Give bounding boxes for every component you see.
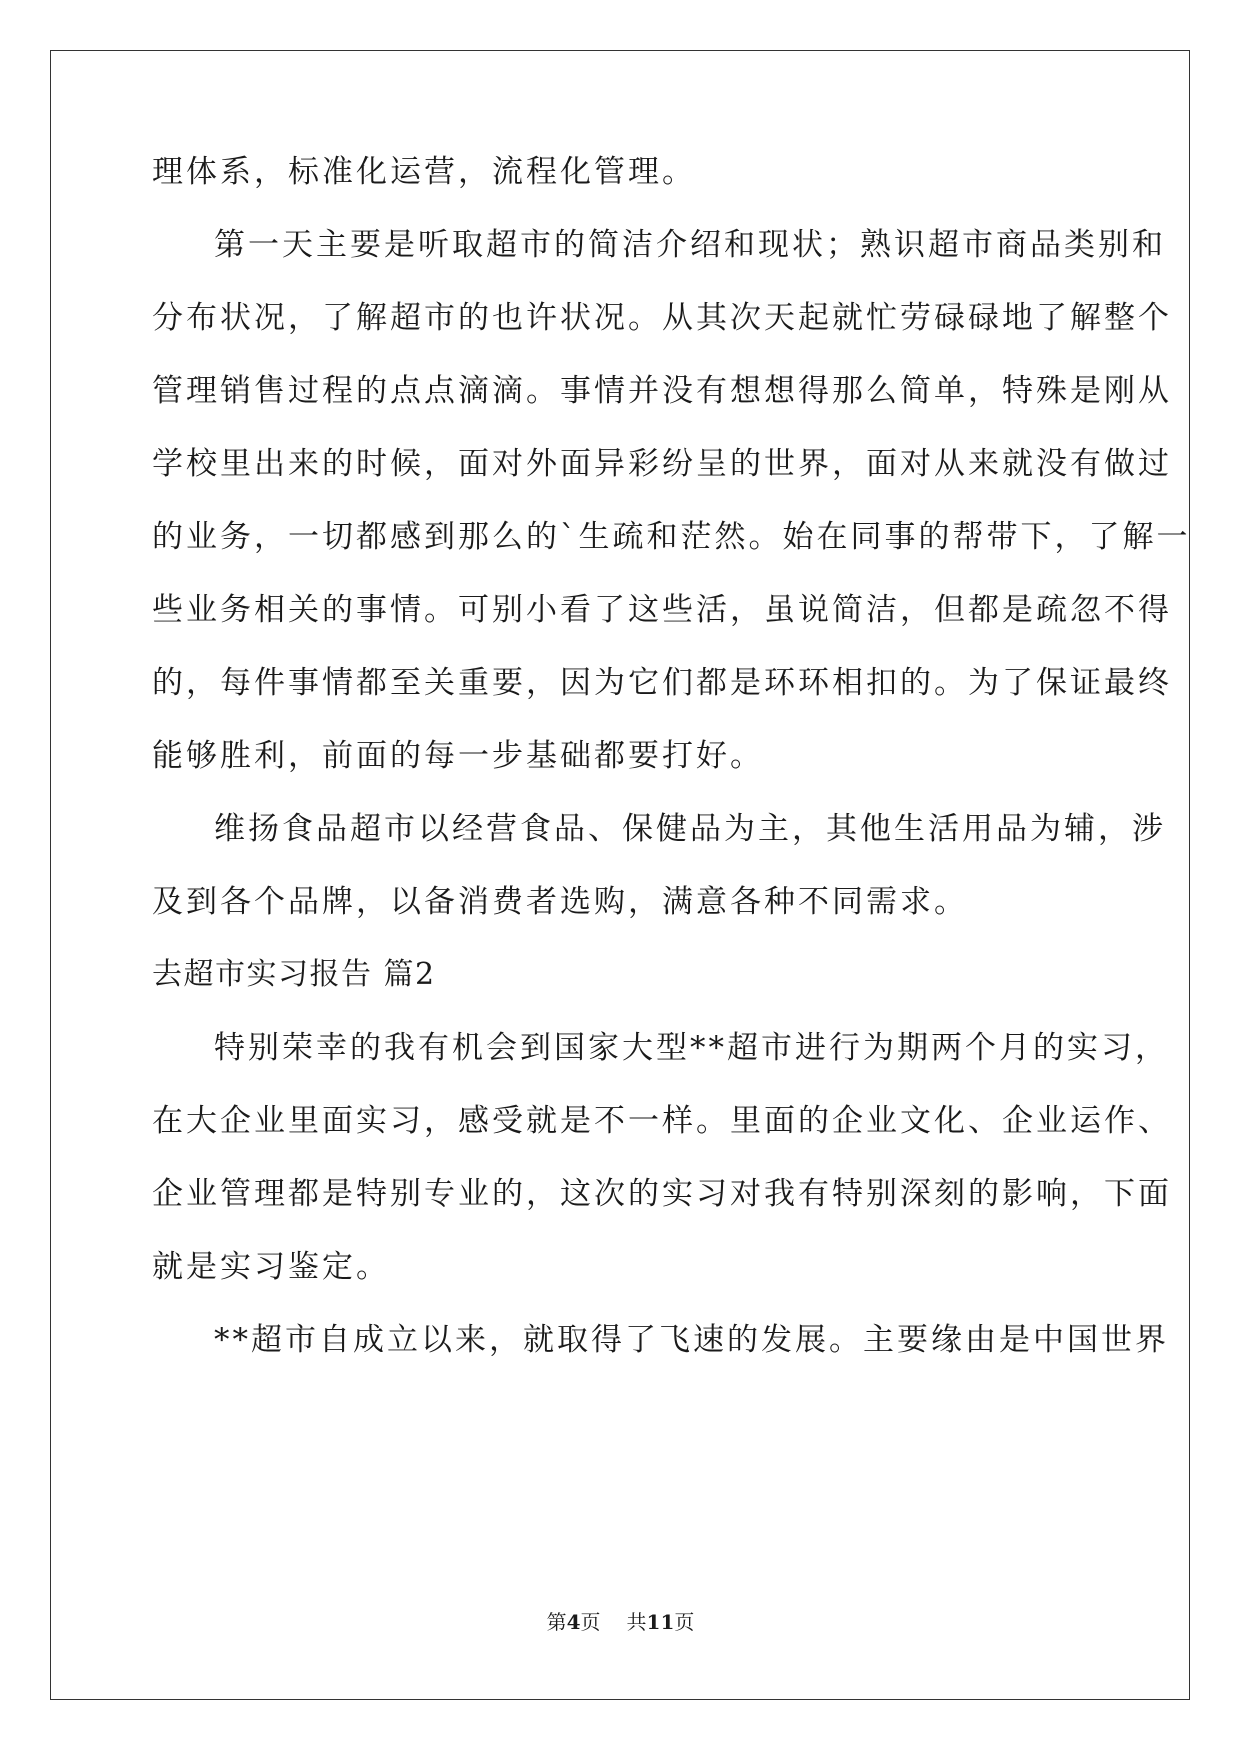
paragraph-line: 第一天主要是听取超市的简洁介绍和现状；熟识超市商品类别和 (214, 227, 1166, 263)
text-line: 在大企业里面实习，感受就是不一样。里面的企业文化、企业运作、 (152, 1103, 1172, 1139)
footer-page-suffix: 页 (580, 1610, 601, 1634)
text-line: 管理销售过程的点点滴滴。事情并没有想想得那么简单，特殊是刚从 (152, 373, 1172, 409)
total-pages: 11 (646, 1610, 675, 1634)
text-line: 的业务，一切都感到那么的`生疏和茫然。始在同事的帮带下，了解一 (152, 519, 1191, 555)
text-line: 企业管理都是特别专业的，这次的实习对我有特别深刻的影响，下面 (152, 1176, 1172, 1212)
paragraph-line: 特别荣幸的我有机会到国家大型**超市进行为期两个月的实习， (214, 1030, 1169, 1066)
text-line: 就是实习鉴定。 (152, 1249, 390, 1285)
text-line: 理体系，标准化运营，流程化管理。 (152, 154, 696, 190)
footer-total-suffix: 页 (674, 1610, 695, 1634)
text-line: 能够胜利，前面的每一步基础都要打好。 (152, 738, 764, 774)
paragraph-line: **超市自成立以来，就取得了飞速的发展。主要缘由是中国世界 (214, 1322, 1169, 1358)
text-line: 的，每件事情都至关重要，因为它们都是环环相扣的。为了保证最终 (152, 665, 1172, 701)
section-heading: 去超市实习报告 篇2 (152, 957, 436, 992)
page-footer (0, 1610, 1241, 1634)
text-line: 些业务相关的事情。可别小看了这些活，虽说简洁，但都是疏忽不得 (152, 592, 1172, 628)
footer-prefix: 第 (546, 1610, 567, 1634)
page-number: 4 (566, 1610, 581, 1634)
text-line: 及到各个品牌，以备消费者选购，满意各种不同需求。 (152, 884, 968, 920)
text-line: 学校里出来的时候，面对外面异彩纷呈的世界，面对从来就没有做过 (152, 446, 1172, 482)
footer-total-prefix: 共 (626, 1610, 647, 1634)
text-line: 分布状况，了解超市的也许状况。从其次天起就忙劳碌碌地了解整个 (152, 300, 1172, 336)
paragraph-line: 维扬食品超市以经营食品、保健品为主，其他生活用品为辅，涉 (214, 811, 1166, 847)
